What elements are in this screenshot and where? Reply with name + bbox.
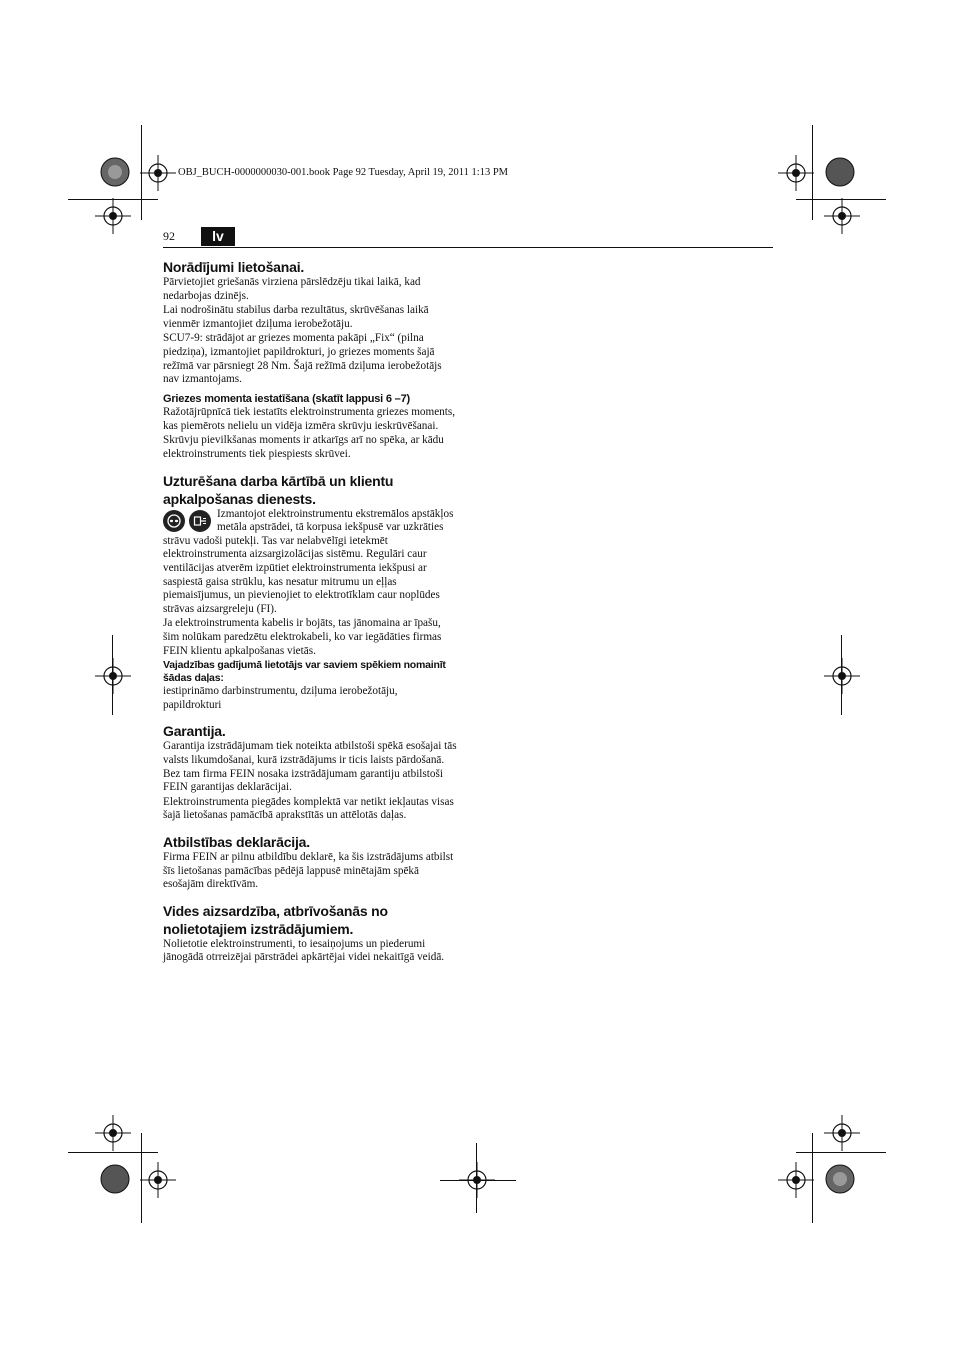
registration-target-icon bbox=[824, 198, 860, 234]
subsection-title-torque: Griezes momenta iestatīšana (skatīt lappusi 6 –7) bbox=[163, 392, 410, 405]
paragraph: Garantija izstrādājumam tiek noteikta atbilstoši spēkā esošajai tās valsts likumdošanai, kurā izstrādājums ir ticis laists pārdošanā. Bez tam firma FEIN nosaka izstrādājumam garantiju atbilstoši FEIN garantijas deklarācijai. bbox=[163, 740, 457, 794]
paragraph: SCU7-9: strādājot ar griezes momenta pakāpi „Fix“ (pilna piedziņa), izmantojiet papildrokturi, jo griezes moments šajā režīmā var pārsniegt 28 Nm. Šajā režīmā dziļuma ierobežotājs nav izmantojams. bbox=[163, 332, 442, 386]
section-title-maintenance: Uzturēšana darba kārtībā un klientu apkalpošanas dienests. bbox=[163, 472, 394, 507]
section-title-usage: Norādījumi lietošanai. bbox=[163, 259, 305, 275]
safety-icons bbox=[163, 510, 211, 532]
section-title-warranty: Garantija. bbox=[163, 723, 226, 740]
crop-mark bbox=[440, 1180, 516, 1181]
registration-target-icon bbox=[95, 198, 131, 234]
color-wheel-icon bbox=[825, 157, 855, 187]
language-badge: lv bbox=[201, 227, 235, 246]
registration-target-icon bbox=[140, 155, 176, 191]
paragraph: Skrūvju pievilkšanas moments ir atkarīgs arī no spēka, ar kādu elektroinstruments tiek piespiests skrūvei. bbox=[163, 434, 444, 461]
color-wheel-icon bbox=[100, 157, 130, 187]
registration-target-icon bbox=[95, 1115, 131, 1151]
color-wheel-icon bbox=[100, 1164, 130, 1194]
color-wheel-icon bbox=[825, 1164, 855, 1194]
paragraph: iestiprināmo darbinstrumentu, dziļuma ierobežotāju, papildrokturi bbox=[163, 685, 398, 711]
parts-title: Vajadzības gadījumā lietotājs var saviem spēkiem nomainīt šādas daļas: bbox=[163, 659, 446, 685]
registration-target-icon bbox=[95, 658, 131, 694]
registration-target-icon bbox=[140, 1162, 176, 1198]
registration-target-icon bbox=[778, 1162, 814, 1198]
paragraph: Lai nodrošinātu stabilus darba rezultātus, skrūvēšanas laikā vienmēr izmantojiet dziļuma ierobežotāju. bbox=[163, 304, 429, 330]
print-info: OBJ_BUCH-0000000030-001.book Page 92 Tuesday, April 19, 2011 1:13 PM bbox=[178, 167, 508, 178]
crop-mark bbox=[841, 635, 842, 715]
paragraph: Pārvietojiet griešanās virziena pārslēdzēju tikai laikā, kad nedarbojas dzinējs. bbox=[163, 276, 421, 302]
paragraph: Izmantojot elektroinstrumentu ekstremālos apstākļos metāla apstrādei, tā korpusa iekšpusē var uzkrāties strāvu vadoši putekļi. Tas var nelabvēlīgi ietekmēt elektroinstrumenta aizsargizolācijas sistēmu. Regulāri caur ventilācijas atverēm izpūtiet elektroinstrumenta iekšpusi ar saspiestā gaisa strūklu, kas nesatur mitrumu un eļļas piemaisījumus, un pievienojiet to elektrotīklam caur noplūdes strāvas aizsargreleju (FI). bbox=[163, 507, 454, 615]
paragraph: Ražotājrūpnīcā tiek iestatīts elektroinstrumenta griezes moments, kas piemērots nelielu un vidēja izmēra skrūvju ieskrūvēšanai. bbox=[163, 406, 456, 432]
unplug-icon bbox=[189, 510, 211, 532]
registration-target-icon bbox=[824, 1115, 860, 1151]
crop-mark bbox=[476, 1143, 477, 1213]
section-title-conformity: Atbilstības deklarācija. bbox=[163, 833, 310, 850]
header-rule bbox=[163, 247, 773, 248]
paragraph: Firma FEIN ar pilnu atbildību deklarē, ka šis izstrādājums atbilst šīs lietošanas pamācības pēdējā lappusē minētajām spēkā esošajām direktīvām. bbox=[163, 850, 454, 891]
registration-target-icon bbox=[778, 155, 814, 191]
paragraph: Nolietotie elektroinstrumenti, to iesaiņojums un piederumi jānogādā otrreizējai pārstrādei apkārtējai videi nekaitīgā veidā. bbox=[163, 937, 445, 964]
paragraph: Ja elektroinstrumenta kabelis ir bojāts, tas jānomaina ar īpašu, šim nolūkam paredzētu elektrokabeli, ko var iegādāties firmas FEIN klientu apkalpošanas vietās. bbox=[163, 617, 442, 657]
registration-target-icon bbox=[824, 658, 860, 694]
eye-protection-icon bbox=[163, 510, 185, 532]
paragraph: Elektroinstrumenta piegādes komplektā var netikt iekļautas visas šajā lietošanas pamācībā aprakstītās un attēlotās daļas. bbox=[163, 795, 454, 822]
page-number: 92 bbox=[163, 229, 175, 243]
section-title-environment: Vides aizsardzība, atbrīvošanās no nolietotajiem izstrādājumiem. bbox=[163, 902, 388, 937]
crop-mark bbox=[112, 635, 113, 715]
content-column bbox=[163, 258, 457, 966]
